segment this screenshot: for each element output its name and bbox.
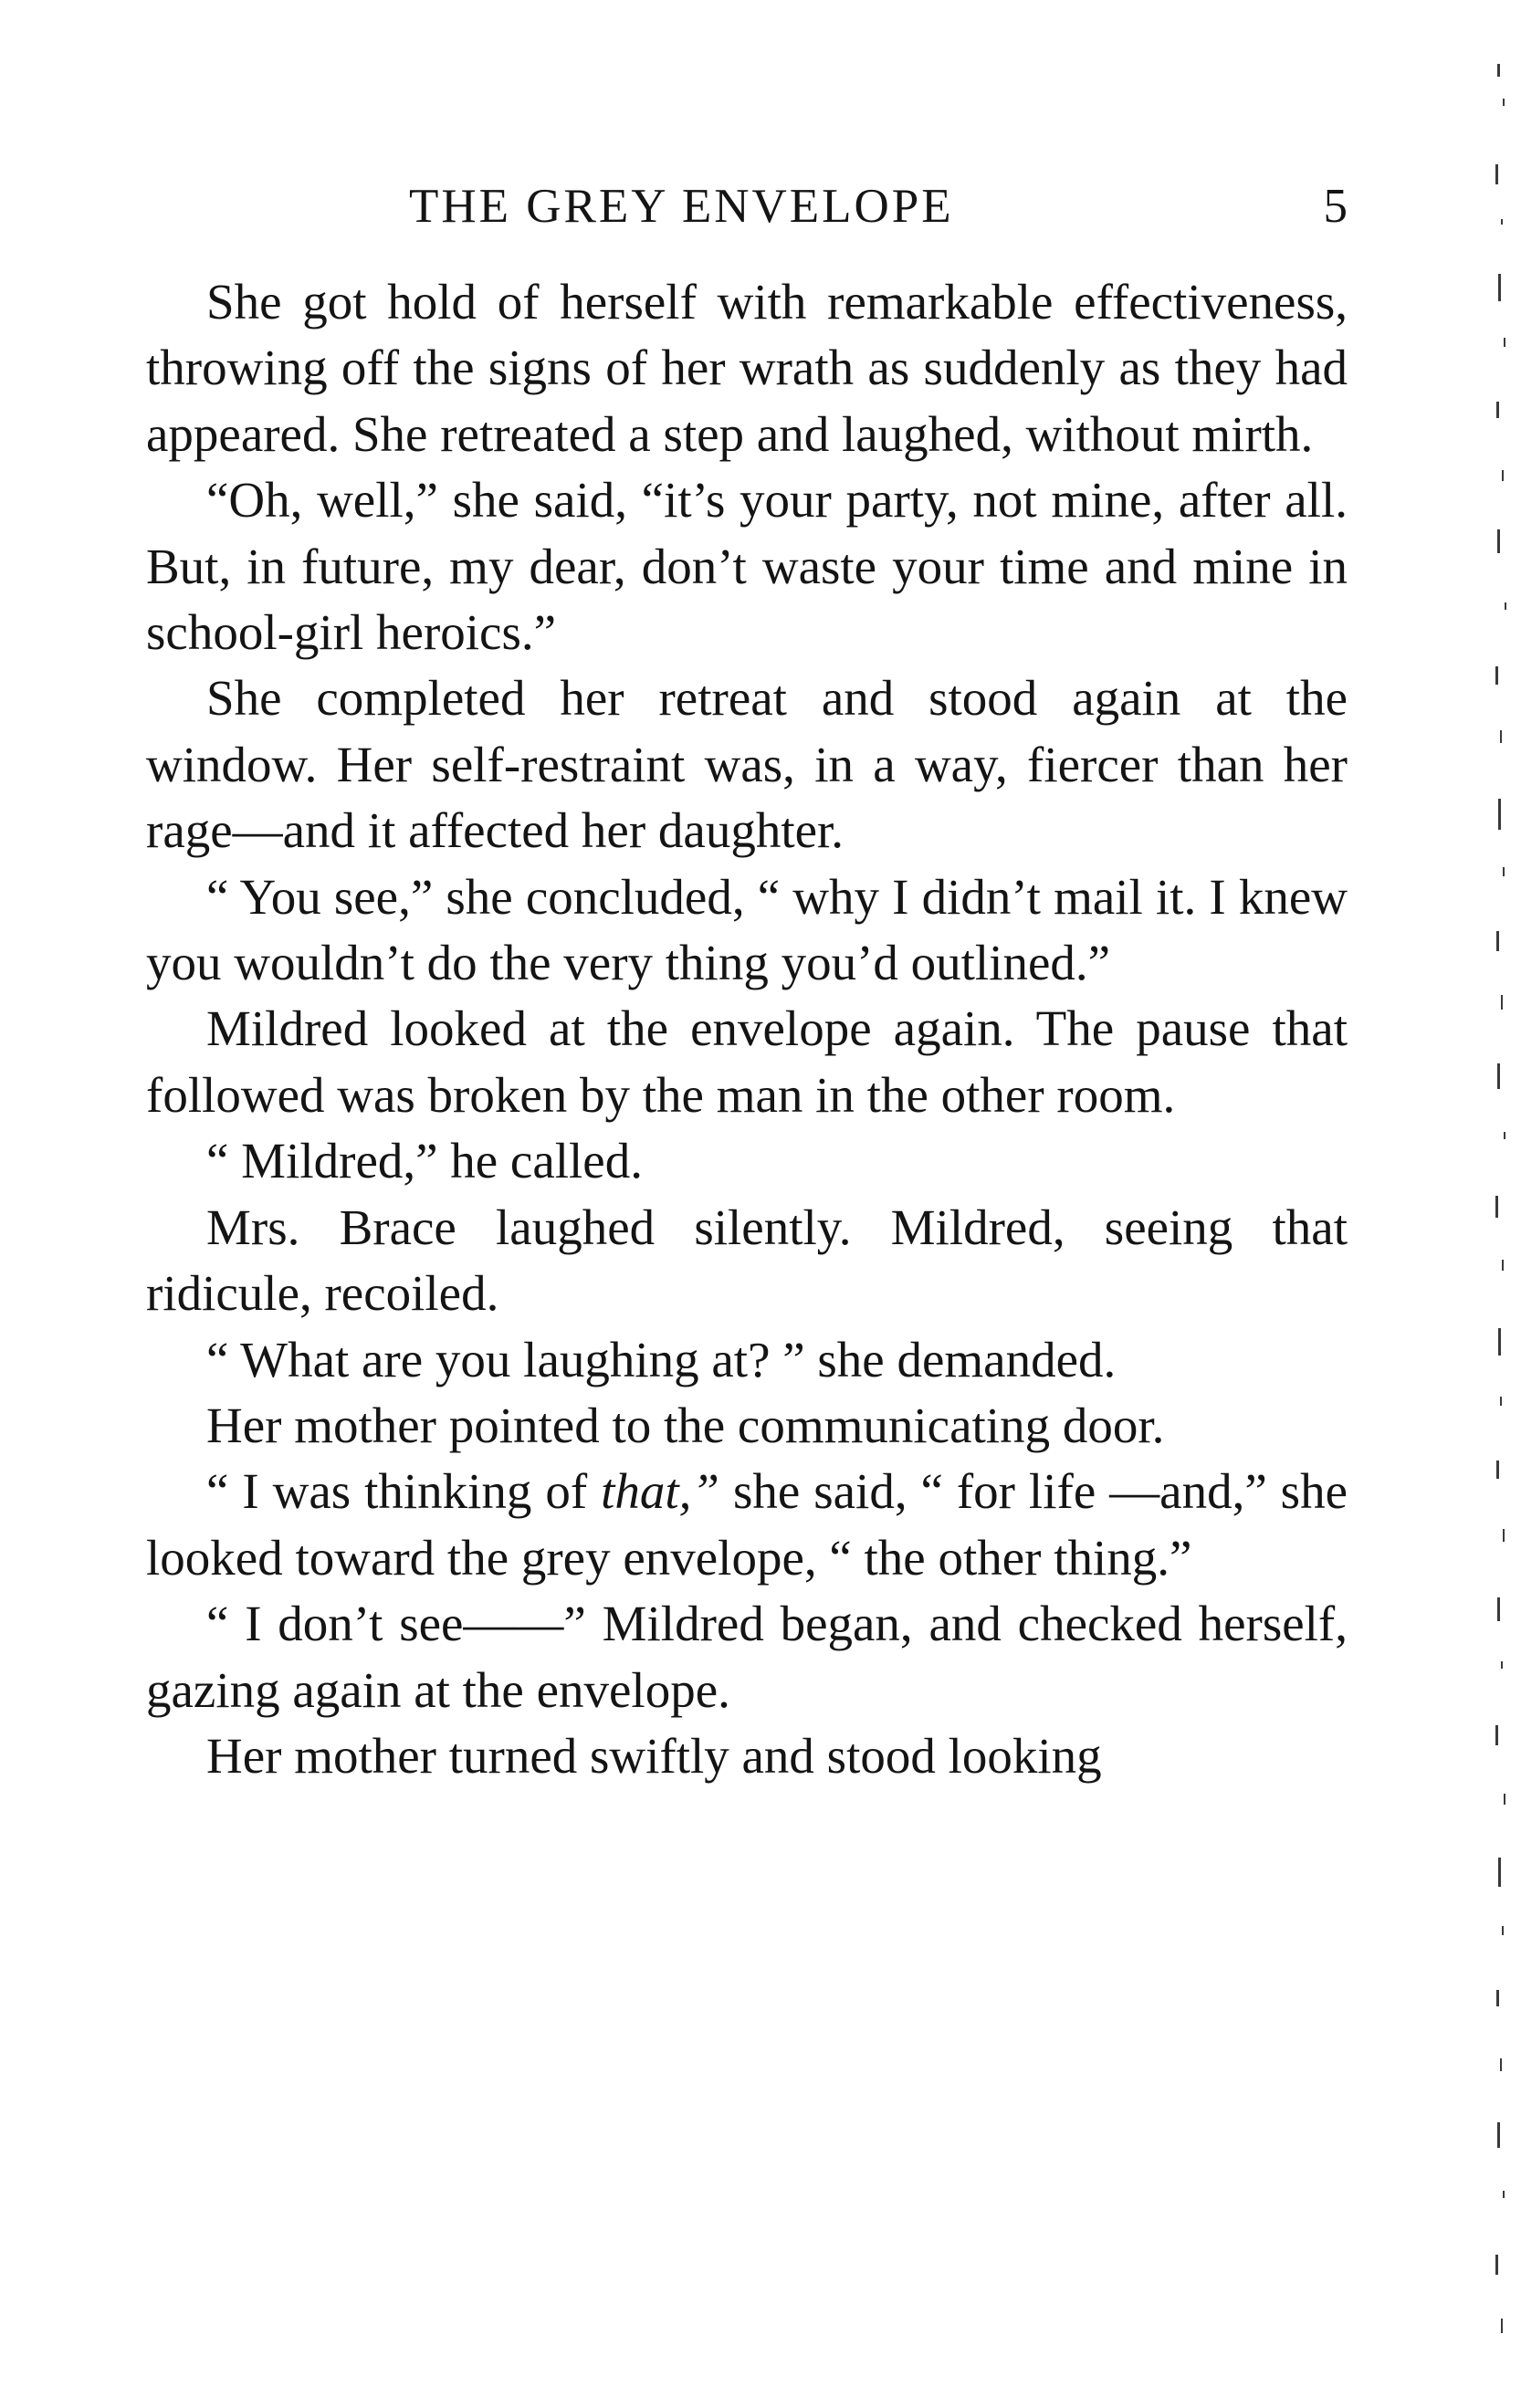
paragraph: She completed her retreat and stood again at the window. Her self-restraint was, in a way, fiercer than her rage—and it affected her daughter. (146, 670, 1348, 859)
running-head (146, 170, 1348, 243)
paragraph-text: “ I was thinking of (206, 1463, 602, 1520)
emphasized-word: that,” (601, 1463, 720, 1520)
paragraph-text: she said, “ for life —and,” she looked toward the grey envelope, “ the other thing.” (146, 1463, 1348, 1586)
paragraph: Her mother pointed to the communicating door. (206, 1397, 1165, 1453)
paragraph: “Oh, well,” she said, “it’s your party, not mine, after all. But, in future, my dear, don’t waste your time and mine in school-girl heroics.” (146, 472, 1348, 661)
body-text (146, 269, 1348, 1789)
paragraph: “ Mildred,” he called. (206, 1133, 643, 1189)
scan-edge-speckle (1490, 55, 1516, 2364)
paragraph: “ I don’t see——” Mildred began, and checked herself, gazing again at the envelope. (146, 1596, 1348, 1718)
running-title: THE GREY ENVELOPE (409, 180, 954, 233)
paragraph: “ What are you laughing at? ” she demanded. (206, 1331, 1117, 1387)
paragraph: Her mother turned swiftly and stood looking (206, 1727, 1102, 1784)
page-number: 5 (1323, 180, 1348, 233)
paragraph: “ You see,” she concluded, “ why I didn’t mail it. I knew you wouldn’t do the very thing you’d outlined.” (146, 868, 1348, 991)
paragraph (146, 1459, 1348, 1591)
paragraph: She got hold of herself with remarkable effectiveness, throwing off the signs of her wrath as suddenly as they had appeared. She retreated a step and laughed, without mirth. (146, 274, 1348, 462)
paragraph: Mrs. Brace laughed silently. Mildred, seeing that ridicule, recoiled. (146, 1199, 1348, 1322)
paragraph: Mildred looked at the envelope again. The pause that followed was broken by the man in the other room. (146, 1000, 1348, 1123)
